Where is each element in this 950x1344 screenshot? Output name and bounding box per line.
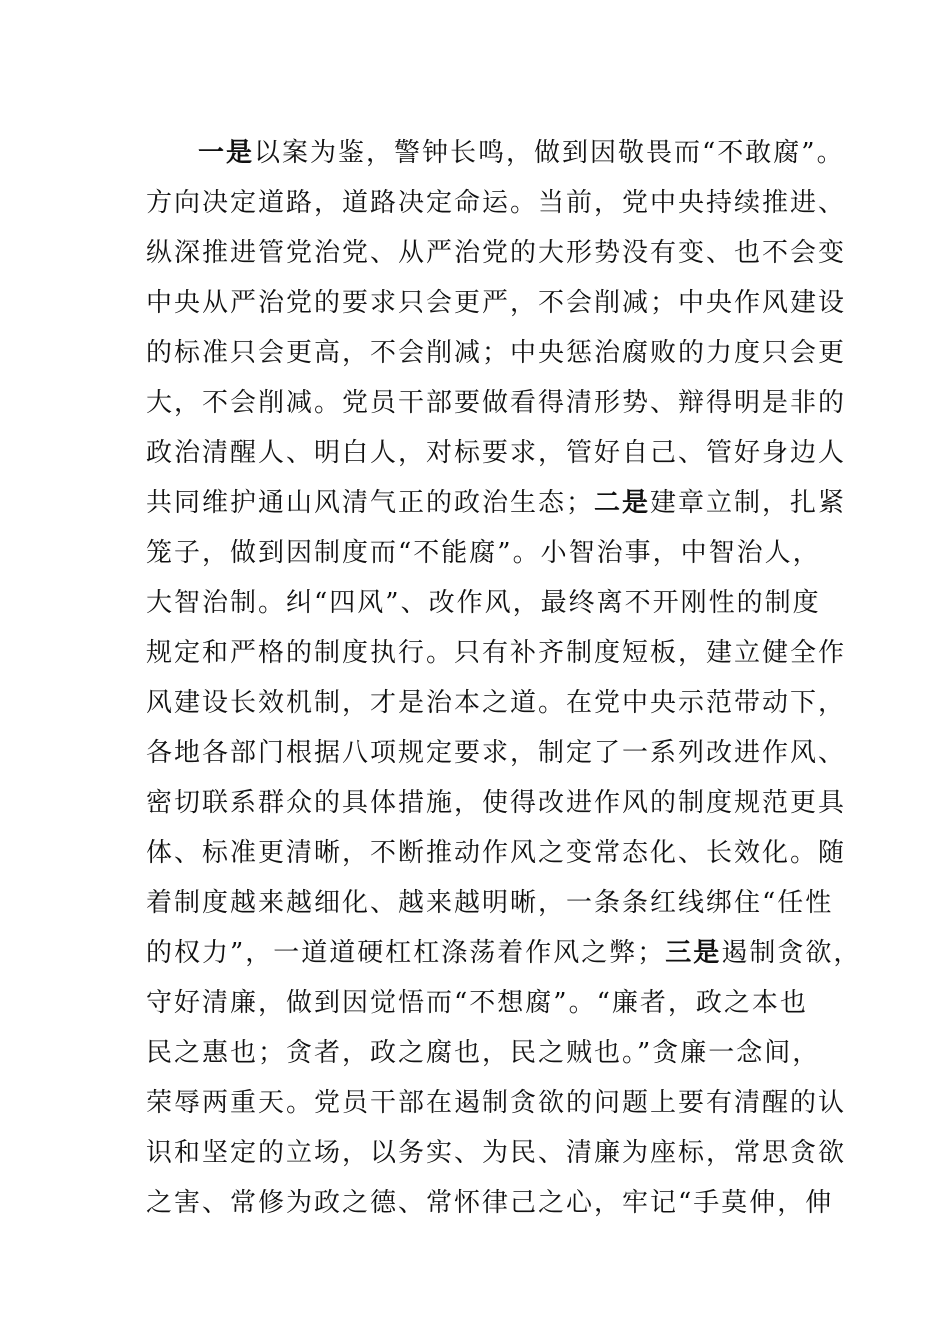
text-line: 纵深推进管党治党、从严治党的大形势没有变、也不会变 xyxy=(146,238,847,268)
line-text: 的权力”，一道道硬杠杠涤荡着作风之弊； xyxy=(146,938,666,968)
point-marker-1: 一是 xyxy=(198,138,255,168)
point-marker-2: 二是 xyxy=(594,488,651,518)
text-line: 中央从严治党的要求只会更严，不会削减；中央作风建设 xyxy=(146,288,847,318)
text-line: 各地各部门根据八项规定要求，制定了一系列改进作风、 xyxy=(146,738,847,768)
line-text: 以案为鉴，警钟长鸣，做到因敬畏而“不敢腐”。 xyxy=(254,138,845,168)
line-text: 遏制贪欲， xyxy=(721,938,862,968)
text-line: 之害、常修为政之德、常怀律己之心，牢记“手莫伸，伸 xyxy=(146,1188,834,1218)
text-line: 着制度越来越细化、越来越明晰，一条条红线绑住“任性 xyxy=(146,888,834,918)
line-text: 建章立制，扎紧 xyxy=(650,488,847,518)
text-line: 民之惠也；贪者，政之腐也，民之贼也。”贪廉一念间， xyxy=(146,1038,821,1068)
text-line xyxy=(146,128,845,178)
point-marker-3: 三是 xyxy=(665,938,722,968)
text-line: 方向决定道路，道路决定命运。当前，党中央持续推进、 xyxy=(146,188,847,218)
body-text xyxy=(146,128,862,1228)
text-line: 体、标准更清晰，不断推动作风之变常态化、长效化。随 xyxy=(146,838,847,868)
text-line: 识和坚定的立场，以务实、为民、清廉为座标，常思贪欲 xyxy=(146,1138,847,1168)
line-text: 共同维护通山风清气正的政治生态； xyxy=(146,488,595,518)
text-line: 的标准只会更高，不会削减；中央惩治腐败的力度只会更 xyxy=(146,338,847,368)
text-line: 大，不会削减。党员干部要做看得清形势、辩得明是非的 xyxy=(146,388,847,418)
text-line: 守好清廉，做到因觉悟而“不想腐”。“廉者，政之本也 xyxy=(146,988,808,1018)
text-line: 密切联系群众的具体措施，使得改进作风的制度规范更具 xyxy=(146,788,847,818)
text-line xyxy=(146,478,847,528)
text-line: 风建设长效机制，才是治本之道。在党中央示范带动下， xyxy=(146,688,847,718)
text-line xyxy=(146,928,862,978)
text-line: 规定和严格的制度执行。只有补齐制度短板，建立健全作 xyxy=(146,638,847,668)
text-line: 大智治制。纠“四风”、改作风，最终离不开刚性的制度 xyxy=(146,588,821,618)
text-line: 笼子，做到因制度而“不能腐”。小智治事，中智治人， xyxy=(146,538,821,568)
text-line: 政治清醒人、明白人，对标要求，管好自己、管好身边人 xyxy=(146,438,847,468)
text-line: 荣辱两重天。党员干部在遏制贪欲的问题上要有清醒的认 xyxy=(146,1088,847,1118)
